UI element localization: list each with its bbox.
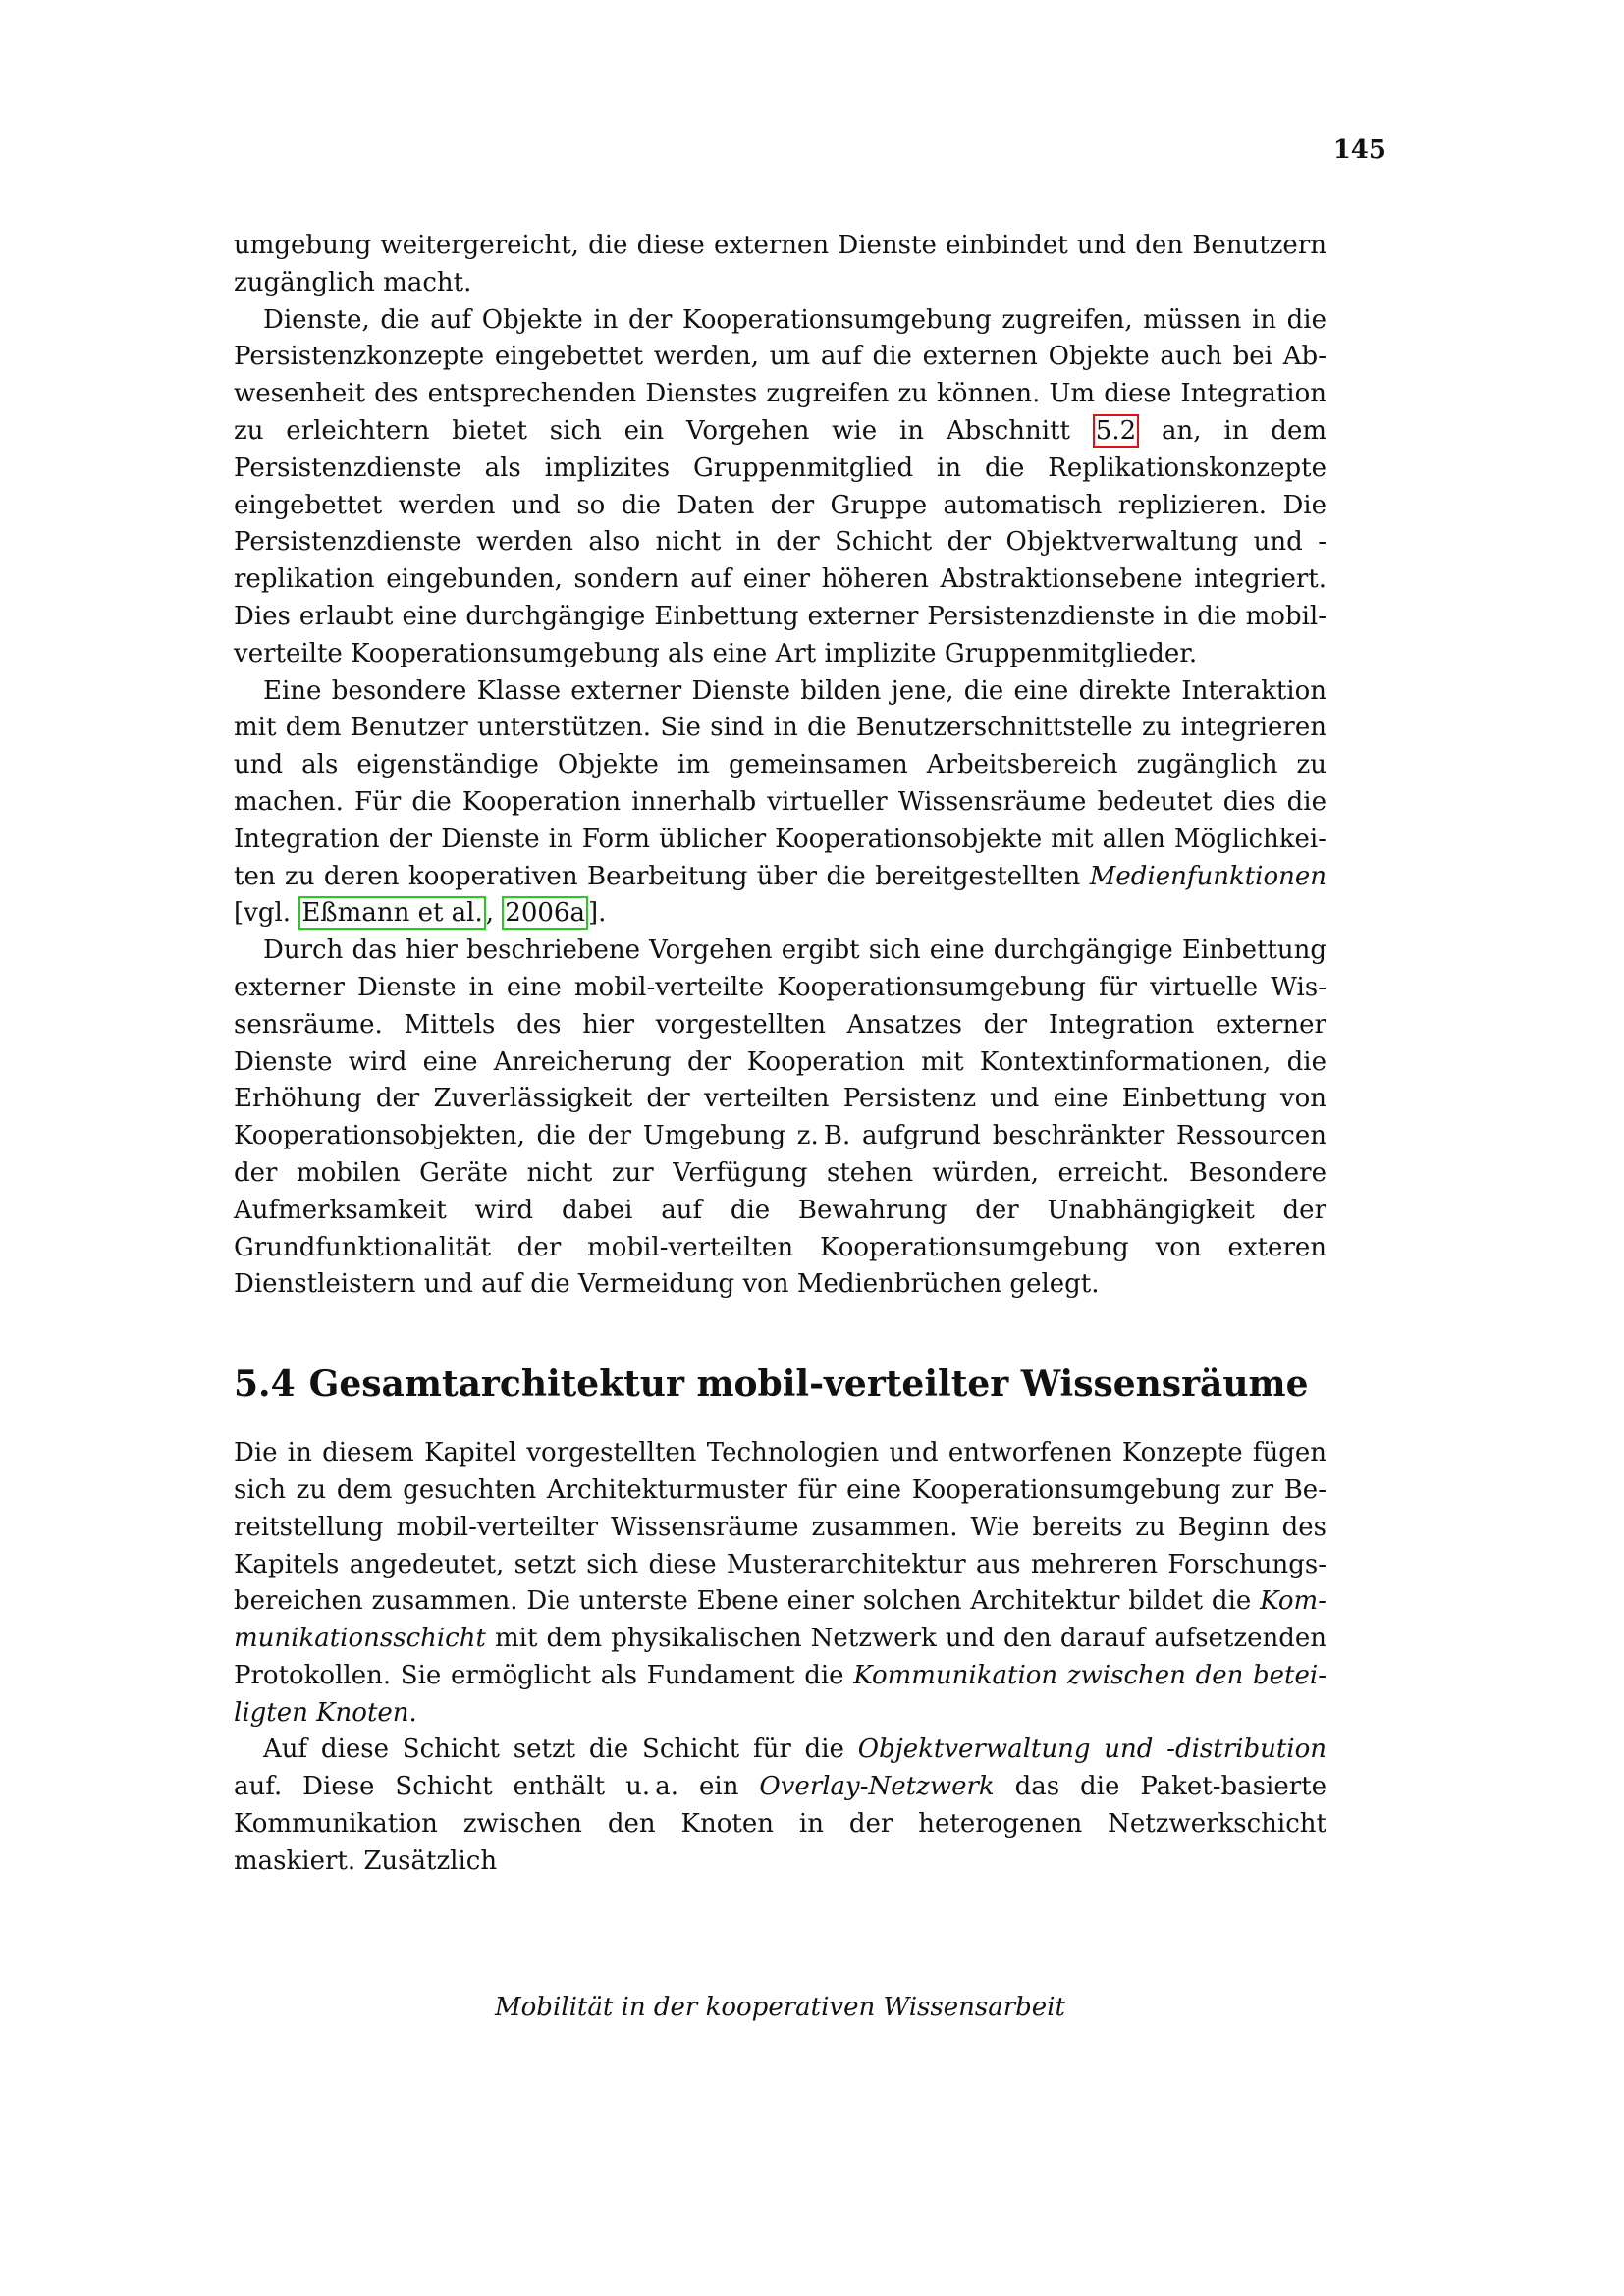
text-run: ].: [587, 898, 607, 929]
text-run: an, in dem Persistenzdienste als implizites Gruppenmitglied in die Replikationskonzepte eingebettet werden und so die Daten der Gruppe automatisch replizieren. Die Persistenzdienste werden also nicht in der Schicht der Objektverwaltung und -replikation eingebunden, sondern auf einer höheren Abstraktionsebene integriert. Dies erlaubt eine durchgängige Einbettung externer Persistenzdienste in die mobil-verteilte Kooperationsumgebung als eine Art implizite Gruppenmitglieder.: [234, 415, 1326, 668]
section-reference-link[interactable]: 5.2: [1093, 414, 1139, 448]
text-run: [vgl.: [234, 898, 299, 929]
citation-link[interactable]: Eßmann et al.: [298, 896, 485, 930]
paragraphs-before: [234, 228, 1326, 1304]
section-heading: [234, 1362, 1326, 1406]
text-run: auf. Diese Schicht enthält u. a. ein: [234, 1772, 760, 1802]
emphasis-text: Medienfunktionen: [1089, 861, 1326, 891]
emphasis-text: Kommunikationsschicht: [234, 1586, 1326, 1654]
text-run: .: [408, 1697, 417, 1728]
text-run: Auf diese Schicht setzt die Schicht für die: [263, 1735, 858, 1765]
section-title: Gesamtarchitektur mobil-verteilter Wissensräume: [308, 1363, 1309, 1406]
paragraphs-after: [234, 1435, 1326, 1881]
text-run: das die Paket-basierte Kommunikation zwischen den Knoten in der heterogenen Netzwerkschicht maskiert. Zusätzlich: [234, 1772, 1326, 1876]
paragraph: [234, 933, 1326, 1304]
paragraph: [234, 1732, 1326, 1880]
citation-link[interactable]: 2006a: [502, 896, 588, 930]
text-run: ,: [485, 898, 503, 929]
paragraph: [234, 302, 1326, 673]
emphasis-text: Objektverwaltung und -distribution: [857, 1735, 1327, 1765]
paragraph: [234, 1435, 1326, 1732]
main-text: [234, 228, 1326, 1881]
text-run: Die in diesem Kapitel vorgestellten Technologien und entworfenen Konzepte fügen sich zu dem gesuchten Architekturmuster für eine Kooperationsumgebung zur Bereitstellung mobil-verteilter Wissensräume zusammen. Wie bereits zu Beginn des Kapitels angedeutet, setzt sich diese Musterarchitektur aus mehreren Forschungsbereichen zusammen. Die unterste Ebene einer solchen Architektur bildet die: [234, 1438, 1326, 1617]
text-run: Durch das hier beschriebene Vorgehen ergibt sich eine durchgängige Einbettung externer Dienste in eine mobil-verteilte Kooperationsumgebung für virtuelle Wissensräume. Mittels des hier vorgestellten Ansatzes der Integration externer Dienste wird eine Anreicherung der Kooperation mit Kontextinformationen, die Erhöhung der Zuverlässigkeit der verteilten Persistenz und eine Einbettung von Kooperationsobjekten, die der Umgebung z. B. aufgrund beschränkter Ressourcen der mobilen Geräte nicht zur Verfügung stehen würden, erreicht. Besondere Aufmerksamkeit wird dabei auf die Bewahrung der Unabhängigkeit der Grundfunktionalität der mobil-verteilten Kooperationsumgebung von exteren Dienstleistern und auf die Vermeidung von Medienbrüchen gelegt.: [234, 935, 1326, 1300]
emphasis-text: Kommunikation zwischen den beteiligten Knoten: [234, 1660, 1326, 1728]
running-footer: Mobilität in der kooperativen Wissensarbeit: [495, 1993, 1065, 2022]
section-number: 5.4: [234, 1363, 296, 1406]
emphasis-text: Overlay-Netzwerk: [759, 1772, 995, 1802]
text-run: mit dem physikalischen Netzwerk und den darauf aufsetzenden Protokollen. Sie ermöglicht als Fundament die: [234, 1624, 1326, 1690]
paragraph: [234, 228, 1326, 302]
text-run: Eine besondere Klasse externer Dienste bilden jene, die eine direkte Interaktion mit dem Benutzer unterstützen. Sie sind in die Benutzerschnittstelle zu integrieren und als eigenständige Objekte im gemeinsamen Arbeitsbereich zugänglich zu machen. Für die Kooperation innerhalb virtueller Wissensräume bedeutet dies die Integration der Dienste in Form üblicher Kooperationsobjekte mit allen Möglichkeiten zu deren kooperativen Bearbeitung über die bereitgestellten: [234, 675, 1326, 891]
text-run: Dienste, die auf Objekte in der Kooperationsumgebung zugreifen, müssen in die Persistenzkonzepte eingebettet werden, um auf die externen Objekte auch bei Abwesenheit des entsprechenden Dienstes zugreifen zu können. Um diese Integration zu erleichtern bietet sich ein Vorgehen wie in Abschnitt: [234, 304, 1326, 446]
paragraph: [234, 673, 1326, 934]
page-number: 145: [1332, 135, 1386, 165]
text-run: umgebung weitergereicht, die diese externen Dienste einbindet und den Benutzern zugänglich macht.: [234, 231, 1326, 297]
